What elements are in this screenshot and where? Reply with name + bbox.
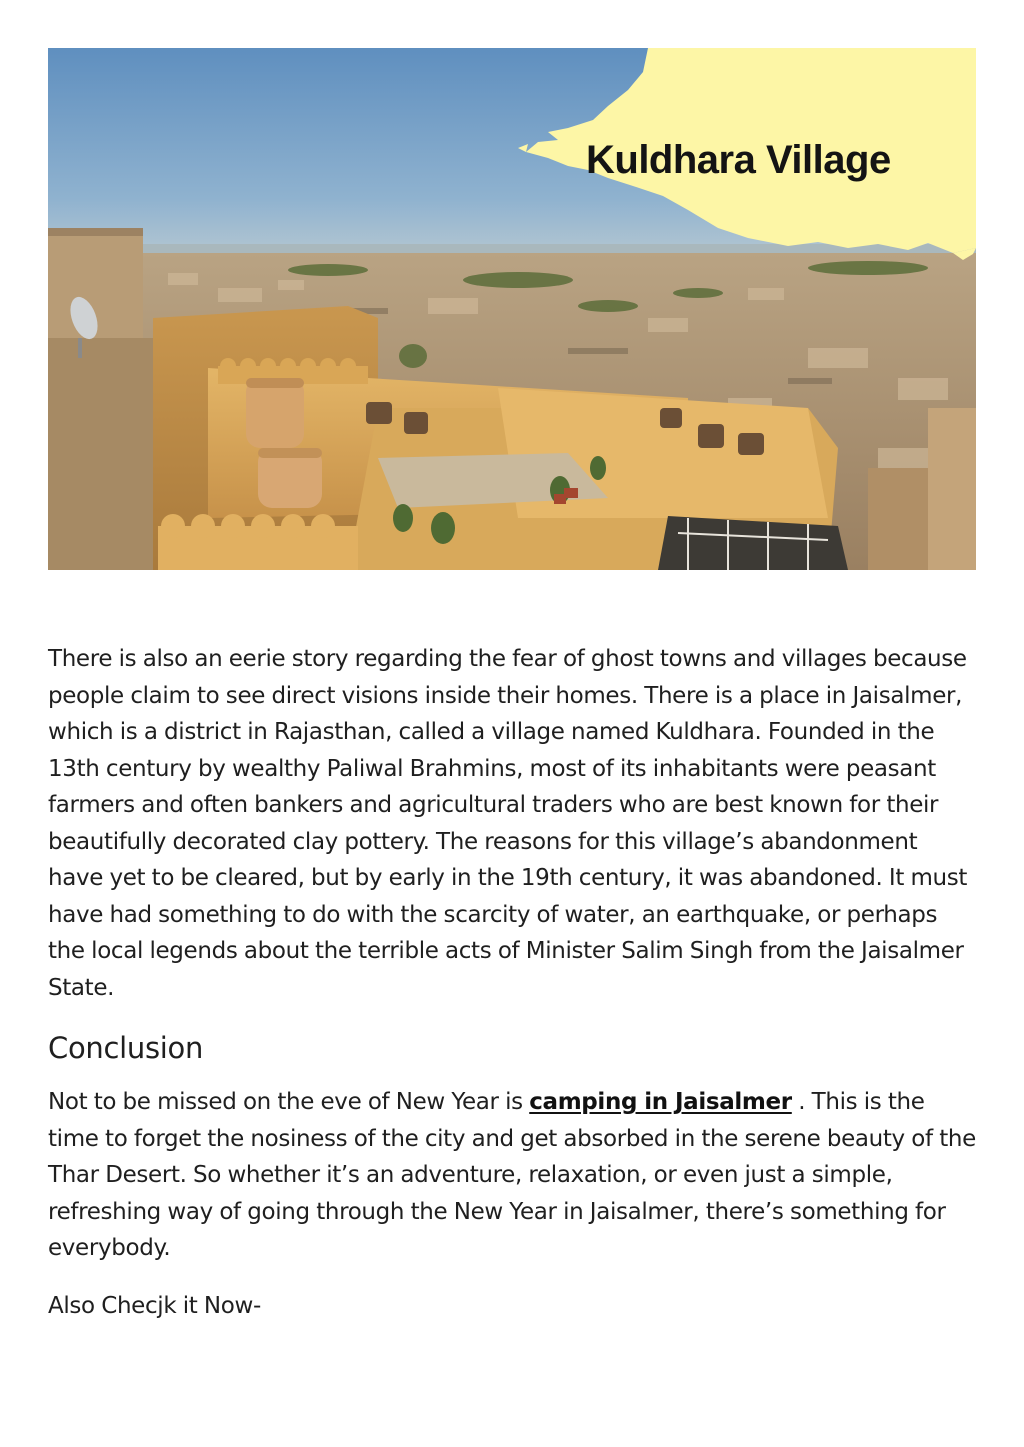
conclusion-heading: Conclusion [48, 1031, 204, 1065]
city-rooftops-photo [48, 48, 976, 570]
conclusion-text-start: Not to be missed on the eve of New Year is [48, 1089, 530, 1115]
conclusion-paragraph [48, 1084, 976, 1267]
hero-image [48, 48, 976, 570]
camping-in-jaisalmer-link[interactable]: camping in Jaisalmer [529, 1089, 792, 1115]
article-body [48, 641, 976, 1324]
also-check-text: Also Checjk it Now- [48, 1292, 261, 1319]
hero-overlay-title: Kuldhara Village [586, 138, 891, 182]
intro-paragraph: There is also an eerie story regarding the fear of ghost towns and villages because people claim to see direct visions inside their homes. There is a place in Jaisalmer, which is a district in Rajasthan, called a village named Kuldhara. Founded in the 13th century by wealthy Paliwal Brahmins, most of its inhabitants were peasant farmers and often bankers and agricultural traders who are best known for their beautifully decorated clay pottery. The reasons for this village’s abandonment have yet to be cleared, but by early in the 19th century, it was abandoned. It must have had something to do with the scarcity of water, an earthquake, or perhaps the local legends about the terrible acts of Minister Salim Singh from the Jaisalmer State. [48, 646, 968, 1001]
conclusion-text-end: . This is the time to forget the nosiness of the city and get absorbed in the serene beauty of the Thar Desert. So whether it’s an adventure, relaxation, or even just a simple, refreshing way of going through the New Year in Jaisalmer, there’s something for everybody. [48, 1089, 976, 1261]
